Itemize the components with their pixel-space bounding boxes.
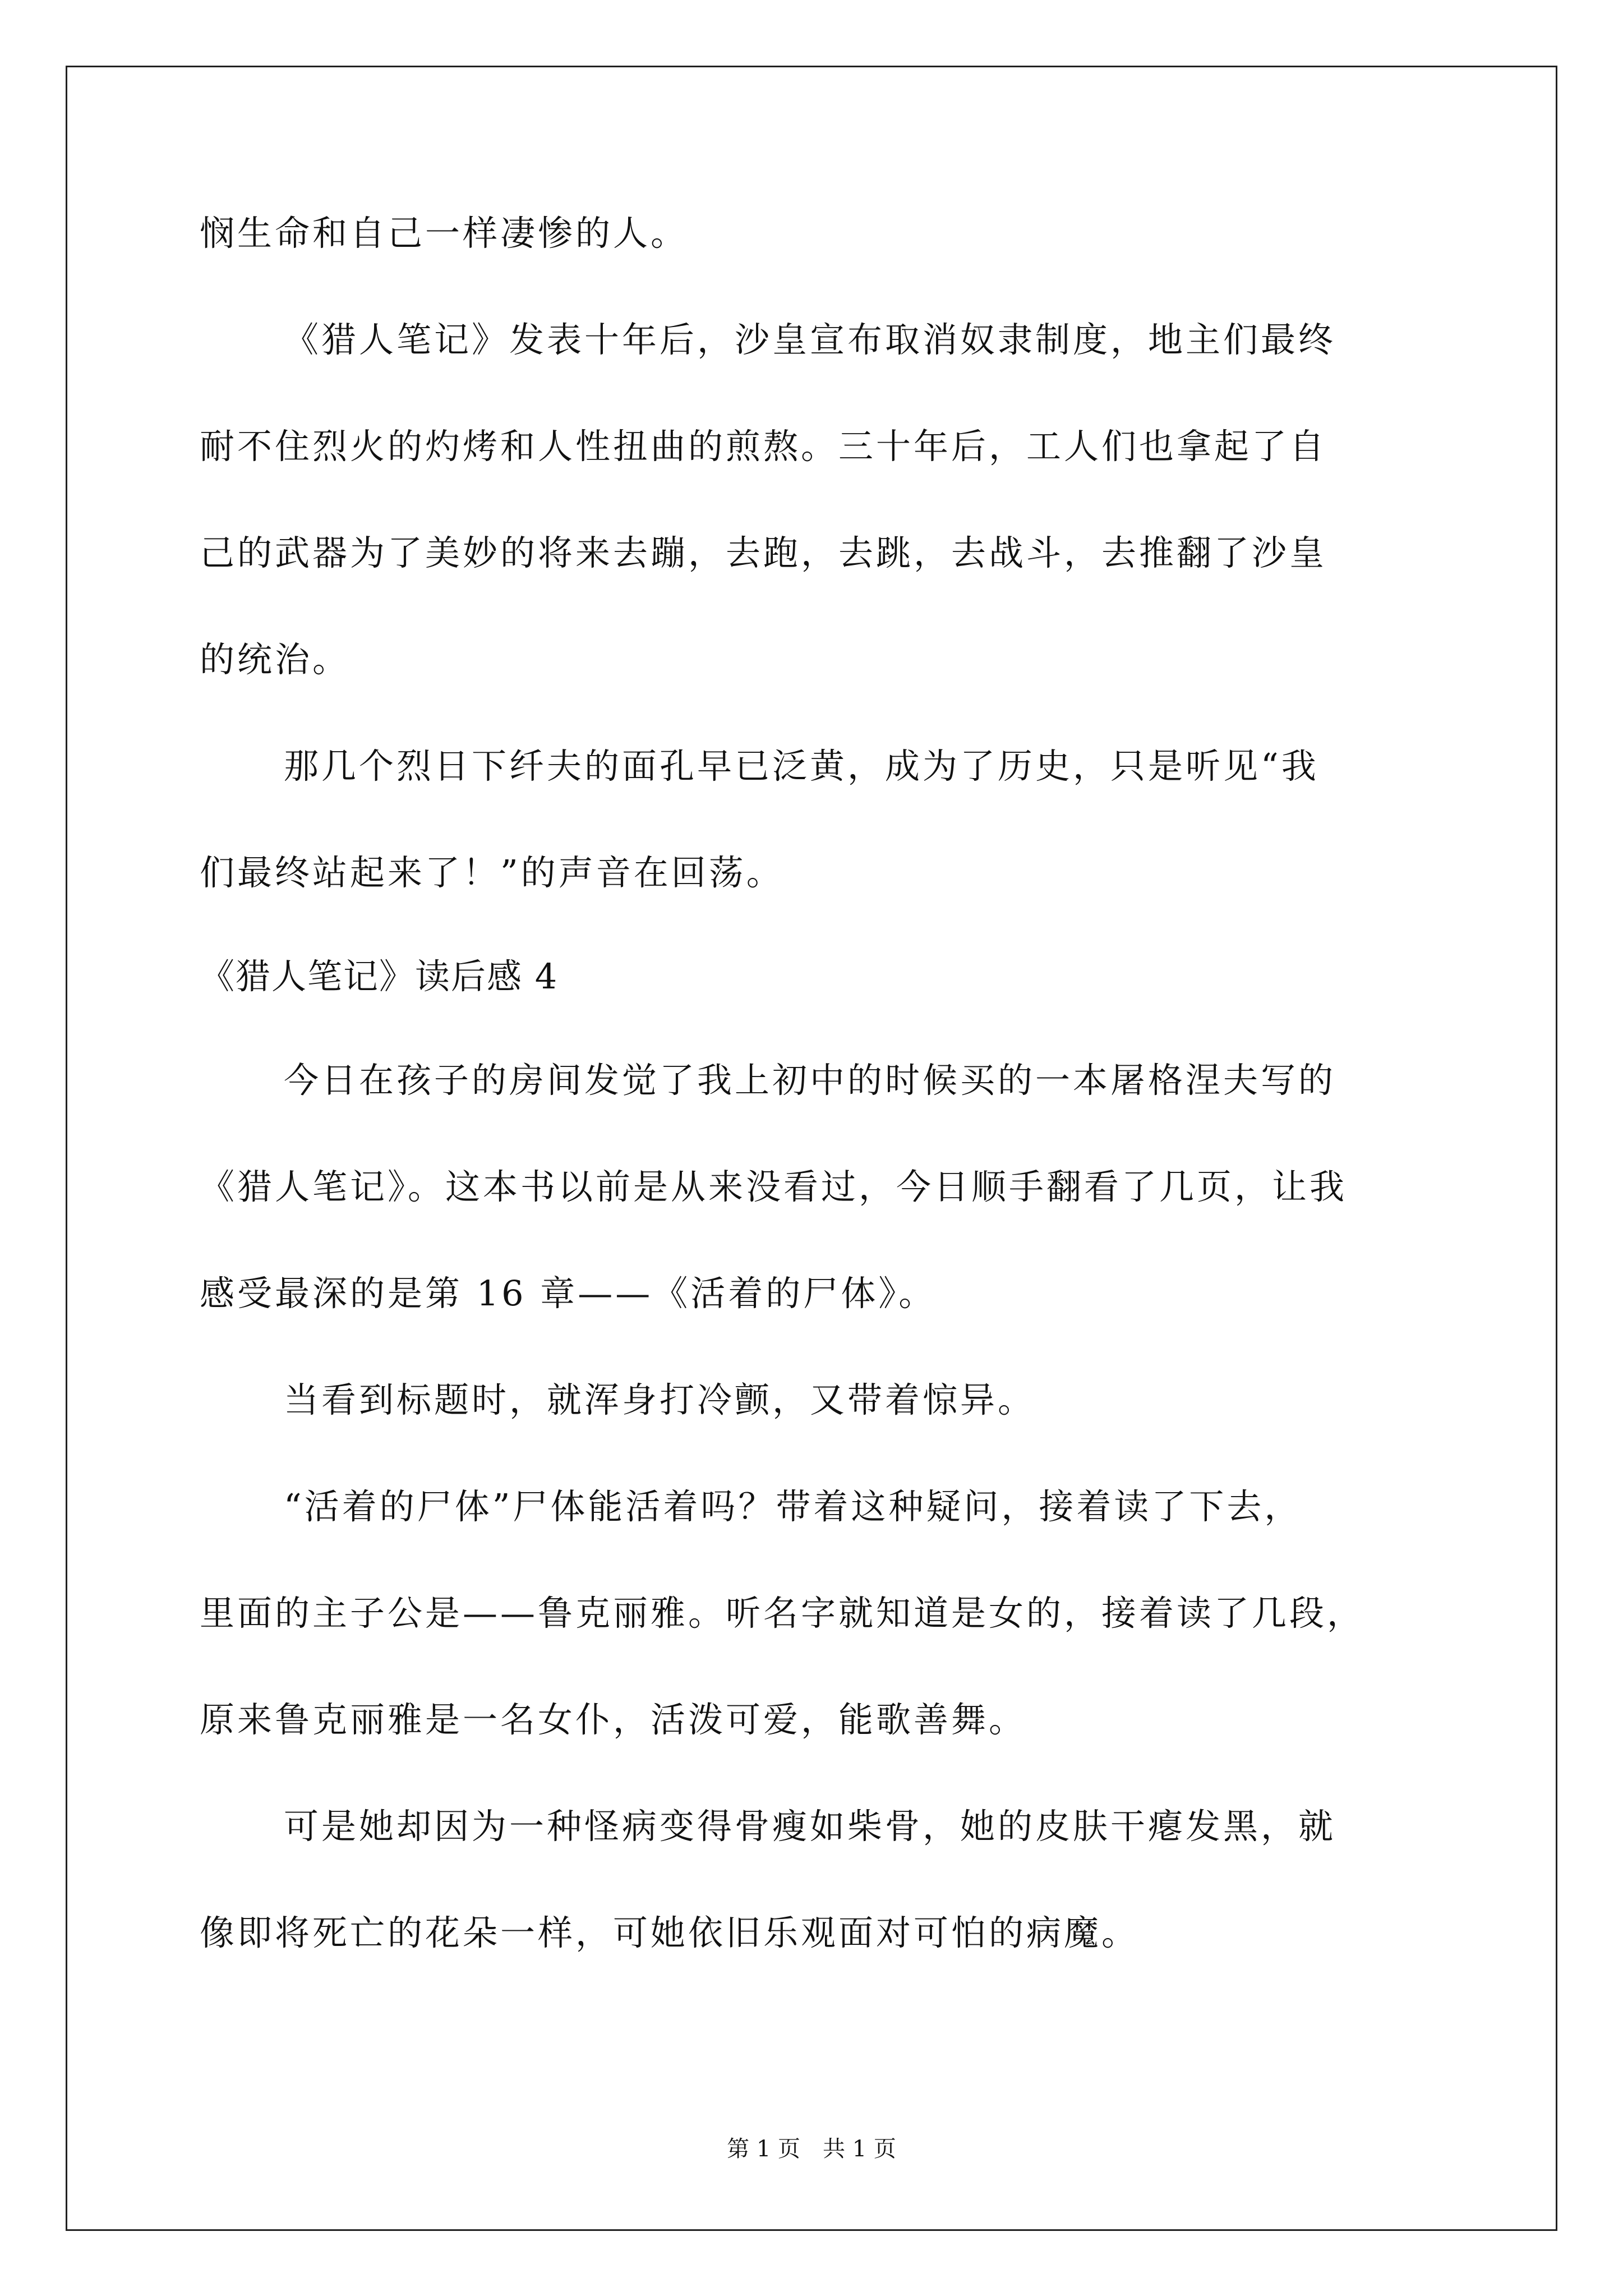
paragraph-line: 里面的主子公是——鲁克丽雅。听名字就知道是女的，接着读了几段， (200, 1593, 1365, 1634)
paragraph-line: 己的武器为了美妙的将来去蹦，去跑，去跳，去战斗，去推翻了沙皇 (200, 532, 1327, 573)
paragraph-line: 《猎人笔记》。这本书以前是从来没看过，今日顺手翻看了几页，让我 (200, 1166, 1348, 1207)
section-heading: 《猎人笔记》读后感 4 (200, 956, 559, 997)
paragraph-line: 那几个烈日下纤夫的面孔早已泛黄，成为了历史，只是听见“我 (284, 746, 1319, 786)
paragraph-line: “活着的尸体”尸体能活着吗？带着这种疑问，接着读了下去， (284, 1486, 1302, 1527)
paragraph-line: 当看到标题时，就浑身打冷颤，又带着惊异。 (284, 1379, 1036, 1420)
paragraph-line: 耐不住烈火的灼烤和人性扭曲的煎熬。三十年后，工人们也拿起了自 (200, 426, 1327, 467)
paragraph-line: 原来鲁克丽雅是一名女仆，活泼可爱，能歌善舞。 (200, 1699, 1027, 1740)
paragraph-line: 今日在孩子的房间发觉了我上初中的时候买的一本屠格涅夫写的 (284, 1060, 1336, 1101)
paragraph-line: 们最终站起来了！”的声音在回荡。 (200, 852, 784, 893)
paragraph-line: 像即将死亡的花朵一样，可她依旧乐观面对可怕的病魔。 (200, 1912, 1140, 1953)
paragraph-line: 可是她却因为一种怪病变得骨瘦如柴骨，她的皮肤干瘪发黑，就 (284, 1806, 1336, 1847)
paragraph-line: 的统治。 (200, 639, 351, 680)
page-footer: 第 1 页 共 1 页 (727, 2136, 896, 2162)
paragraph-line: 感受最深的是第 16 章——《活着的尸体》。 (200, 1273, 937, 1314)
page-border (66, 66, 1557, 2231)
paragraph-line: 《猎人笔记》发表十年后，沙皇宣布取消奴隶制度，地主们最终 (284, 319, 1336, 360)
paragraph-line: 悯生命和自己一样凄惨的人。 (200, 213, 689, 254)
